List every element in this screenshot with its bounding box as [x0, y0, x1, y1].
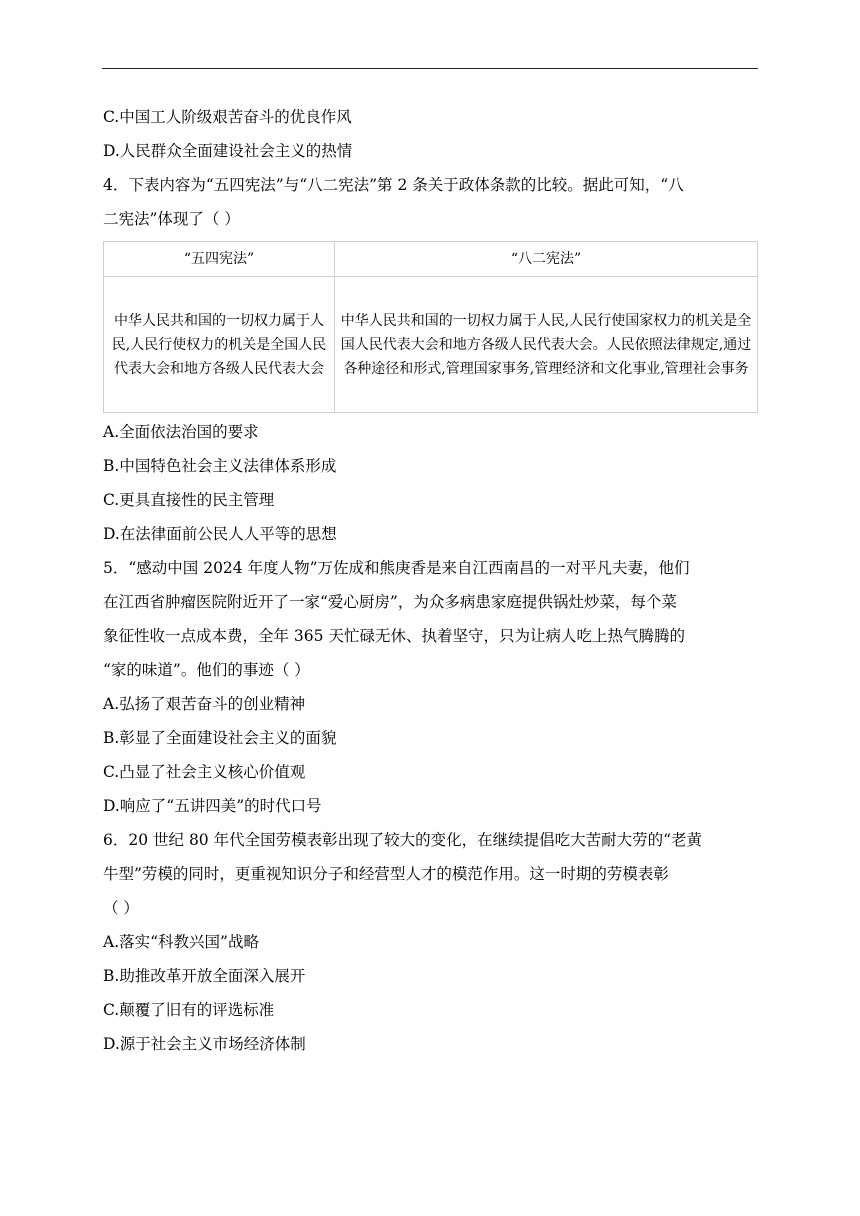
q6-option-b: B.助推改革开放全面深入展开 [103, 967, 306, 985]
q4-stem-line-1: 4．下表内容为“五四宪法”与“八二宪法”第 2 条关于政体条款的比较。据此可知，“八 [103, 176, 684, 194]
q6-stem-line-3: （ ） [103, 899, 139, 917]
prev-option-c: C.中国工人阶级艰苦奋斗的优良作风 [103, 108, 352, 126]
table-header-row [104, 242, 758, 277]
table-cell-1982: 中华人民共和国的一切权力属于人民,人民行使国家权力的机关是全国人民代表大会和地方各级人民代表大会。人民依照法律规定,通过各种途径和形式,管理国家事务,管理经济和文化事业,管理社会事务 [335, 277, 758, 413]
q6-stem-line-1: 6．20 世纪 80 年代全国劳模表彰出现了较大的变化，在继续提倡吃大苦耐大劳的“老黄 [103, 831, 703, 849]
q6-option-a: A.落实“科教兴国”战略 [103, 933, 259, 951]
q5-option-a: A.弘扬了艰苦奋斗的创业精神 [103, 695, 306, 713]
q5-stem-line-4: “家的味道”。他们的事迹（ ） [103, 661, 310, 679]
exam-content [103, 100, 759, 1061]
table-header-1954: “五四宪法” [104, 242, 335, 277]
q5-option-b: B.彰显了全面建设社会主义的面貌 [103, 729, 337, 747]
table-cell-1954: 中华人民共和国的一切权力属于人民,人民行使权力的机关是全国人民代表大会和地方各级人民代表大会 [104, 277, 335, 413]
q4-option-b: B.中国特色社会主义法律体系形成 [103, 457, 337, 475]
table-header-1982: “八二宪法” [335, 242, 758, 277]
q5-stem-line-2: 在江西省肿瘤医院附近开了一家“爱心厨房”，为众多病患家庭提供锅灶炒菜，每个菜 [103, 593, 677, 611]
prev-option-d: D.人民群众全面建设社会主义的热情 [103, 142, 353, 160]
header-divider [102, 68, 758, 69]
q4-option-a: A.全面依法治国的要求 [103, 423, 259, 441]
table-row [104, 277, 758, 413]
q6-option-c: C.颠覆了旧有的评选标准 [103, 1001, 275, 1019]
q5-option-d: D.响应了“五讲四美”的时代口号 [103, 797, 322, 815]
q4-option-d: D.在法律面前公民人人平等的思想 [103, 525, 337, 543]
q6-stem-line-2: 牛型”劳模的同时，更重视知识分子和经营型人才的模范作用。这一时期的劳模表彰 [103, 865, 669, 883]
q5-stem-line-3: 象征性收一点成本费，全年 365 天忙碌无休、执着坚守，只为让病人吃上热气腾腾的 [103, 627, 685, 645]
q5-option-c: C.凸显了社会主义核心价值观 [103, 763, 306, 781]
q5-stem-line-1: 5．“感动中国 2024 年度人物”万佐成和熊庚香是来自江西南昌的一对平凡夫妻，他们 [103, 559, 690, 577]
constitution-comparison-table [103, 241, 758, 413]
q4-stem-line-2: 二宪法”体现了（ ） [103, 210, 240, 228]
q4-option-c: C.更具直接性的民主管理 [103, 491, 275, 509]
q6-option-d: D.源于社会主义市场经济体制 [103, 1035, 306, 1053]
